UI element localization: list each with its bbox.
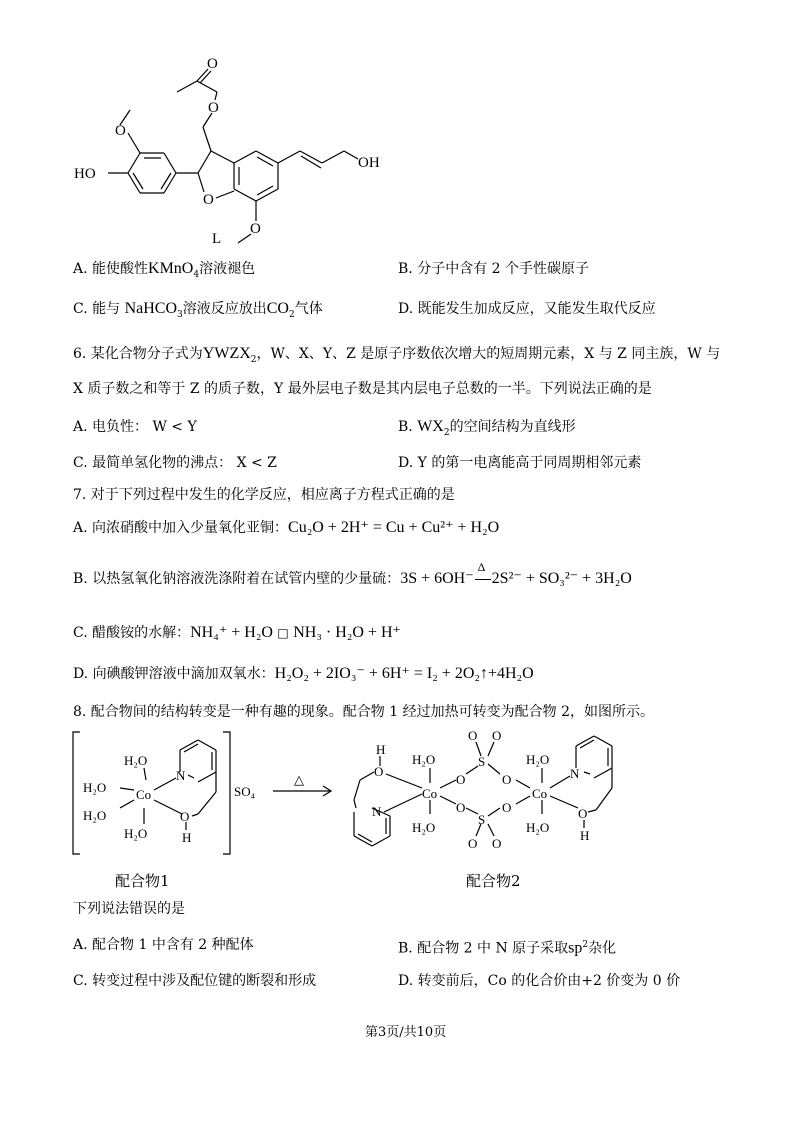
- q5-option-c: [73, 300, 323, 324]
- q5-option-a-sub: 4: [193, 269, 200, 280]
- q7-option-d-equation: H₂O₂ + 2IO₃⁻ + 6H⁺ = I₂ + 2O₂↑+4H₂O: [274, 665, 534, 682]
- q8-stem: 8. 配合物间的结构转变是一种有趣的现象。配合物 1 经过加热可转变为配合物 2，如图所示。: [73, 704, 654, 720]
- q5-option-c-formula1: NaHCO: [124, 300, 178, 317]
- c2-co1: Co: [422, 786, 438, 801]
- c2-o-s-top-1: O: [468, 728, 478, 743]
- q7-option-c-lhs: NH₄⁺ + H₂O: [190, 624, 273, 641]
- atom-oh: OH: [358, 155, 380, 171]
- q5-option-c-formula2: CO: [266, 300, 289, 317]
- q5-option-a-suffix: 溶液褪色: [199, 261, 256, 277]
- c1-h2o-bottom: H₂O: [124, 826, 148, 841]
- q6-stem-prefix: 6. 某化合物分子式为: [73, 346, 203, 362]
- c2-o-right: O: [578, 806, 588, 821]
- q5-option-c-suffix: 气体: [294, 301, 323, 317]
- complex-transformation-diagram: [68, 728, 748, 858]
- q6-option-c: C. 最简单氢化物的沸点： X < Z: [73, 455, 277, 471]
- q8-option-b-prefix: B. 配合物 2 中 N 原子采取: [398, 940, 569, 957]
- q6-stem-line1: [73, 345, 720, 369]
- q7-option-c-label: C. 醋酸铵的水解：: [73, 625, 191, 641]
- q5-option-a-prefix: A. 能使酸性: [73, 261, 149, 277]
- q6-option-d: D. Y 的第一电离能高于同周期相邻元素: [398, 455, 642, 471]
- c2-o-bridge-4: O: [502, 800, 512, 815]
- c1-h: H: [182, 830, 192, 845]
- c1-h2o-left-lower: H₂O: [83, 808, 107, 823]
- atom-o-methoxy-bottom: O: [250, 221, 261, 237]
- q6-formula-sub: 2: [250, 354, 257, 365]
- c2-n-right: N: [570, 766, 580, 781]
- q7-option-b-lhs: 3S + 6OH⁻: [400, 570, 474, 587]
- q7-option-c-rhs: NH₃ · H₂O + H⁺: [293, 624, 401, 641]
- q6-option-b-prefix: B.: [398, 419, 413, 435]
- q6-option-b-suffix: 的空间结构为直线形: [449, 419, 576, 435]
- q8-option-c: C. 转变过程中涉及配位键的断裂和形成: [73, 973, 317, 989]
- q7-option-b-label: B. 以热氢氧化钠溶液洗涤附着在试管内壁的少量硫：: [73, 571, 401, 587]
- q6-option-b-sub: 2: [443, 427, 450, 438]
- atom-o-acetyl-ester: O: [208, 100, 219, 116]
- c2-h2o-bottom-right: H₂O: [526, 820, 550, 835]
- complex2-name: 配合物2: [466, 872, 521, 890]
- c2-co2: Co: [532, 786, 548, 801]
- atom-o-ring: O: [203, 192, 214, 208]
- q7-stem: 7. 对于下列过程中发生的化学反应，相应离子方程式正确的是: [73, 487, 455, 503]
- q5-option-c-sub1: 3: [177, 309, 183, 320]
- complex1-name: 配合物1: [115, 872, 170, 890]
- q6-stem-suffix: ，W、X、Y、Z 是原子序数依次增大的短周期元素，X 与 Z 同主族，W 与: [256, 346, 721, 362]
- c1-co: Co: [136, 787, 152, 802]
- c2-o-s-bottom-1: O: [468, 836, 478, 851]
- c2-h-left: H: [376, 742, 386, 757]
- q7-option-a: [73, 519, 499, 537]
- q7-option-b-delta: Δ: [477, 560, 486, 574]
- c2-o-bridge-1: O: [456, 772, 466, 787]
- q5-option-c-mid: 溶液反应放出: [182, 301, 267, 317]
- q8-option-b-formula: sp: [568, 939, 583, 957]
- molecule-L-diagram: [60, 55, 400, 255]
- c2-o-s-bottom-2: O: [492, 836, 502, 851]
- q7-option-d: [73, 665, 534, 683]
- c1-h2o-left-upper: H₂O: [83, 780, 107, 795]
- c2-n-left: N: [372, 804, 382, 819]
- c2-o-bridge-2: O: [456, 800, 466, 815]
- q6-formula: YWZX: [202, 345, 251, 362]
- q7-option-a-equation: Cu₂O + 2H⁺ = Cu + Cu²⁺ + H₂O: [288, 519, 500, 536]
- c2-o-left: O: [374, 764, 384, 779]
- q5-option-c-sub2: 2: [288, 309, 295, 320]
- q5-option-d: D. 既能发生加成反应，又能发生取代反应: [398, 301, 656, 317]
- arrow-heat-label: △: [294, 772, 304, 787]
- c2-h2o-bottom-left: H₂O: [412, 820, 436, 835]
- q7-option-c-missing-glyph: □: [277, 626, 289, 640]
- atom-ho: HO: [74, 166, 96, 182]
- q6-option-a: A. 电负性： W < Y: [73, 419, 197, 435]
- q6-stem-line2: X 质子数之和等于 Z 的质子数，Y 最外层电子数是其内层电子总数的一半。下列说法正确的是: [73, 381, 652, 397]
- q8-option-b-suffix: 杂化: [588, 940, 617, 957]
- q7-option-b-arrow: [474, 560, 492, 588]
- q7-option-b: [73, 560, 632, 588]
- c1-o: O: [180, 809, 190, 824]
- q8-option-a: A. 配合物 1 中含有 2 种配体: [73, 937, 254, 953]
- q7-option-c: [73, 624, 401, 642]
- c2-s-bottom: S: [478, 812, 486, 827]
- q5-option-a: [73, 260, 255, 284]
- c2-o-bridge-3: O: [502, 772, 512, 787]
- page-footer: 第3页/共10页: [365, 1025, 447, 1040]
- q8-sub-stem: 下列说法错误的是: [73, 901, 185, 917]
- molecule-label: L: [212, 231, 222, 247]
- q7-option-d-label: D. 向碘酸钾溶液中滴加双氧水：: [73, 666, 275, 682]
- q8-option-b: [398, 936, 616, 958]
- q8-option-d: D. 转变前后，Co 的化合价由+2 价变为 0 价: [398, 973, 681, 989]
- q8-option-b-sup: 2: [582, 940, 589, 950]
- c2-h-right: H: [580, 828, 590, 843]
- q7-option-b-rhs: 2S²⁻ + SO₃²⁻ + 3H₂O: [491, 570, 632, 587]
- q7-option-a-label: A. 向浓硝酸中加入少量氧化亚铜：: [73, 520, 289, 536]
- q5-option-c-prefix: C. 能与: [73, 301, 121, 317]
- c1-counter-ion: SO₄: [234, 784, 256, 799]
- c2-o-s-top-2: O: [492, 728, 502, 743]
- q5-option-a-formula: KMnO: [148, 260, 194, 277]
- atom-o-methoxy-top: O: [115, 123, 126, 139]
- q6-option-b: [398, 418, 576, 442]
- c1-n: N: [176, 768, 186, 783]
- q5-option-b: B. 分子中含有 2 个手性碳原子: [398, 261, 589, 277]
- c2-h2o-top-left: H₂O: [412, 752, 436, 767]
- c1-h2o-top: H₂O: [124, 753, 148, 768]
- c2-h2o-top-right: H₂O: [526, 752, 550, 767]
- q6-option-b-formula: WX: [417, 418, 444, 435]
- c2-s-top: S: [478, 754, 486, 769]
- atom-o-acetyl-double: O: [207, 56, 218, 72]
